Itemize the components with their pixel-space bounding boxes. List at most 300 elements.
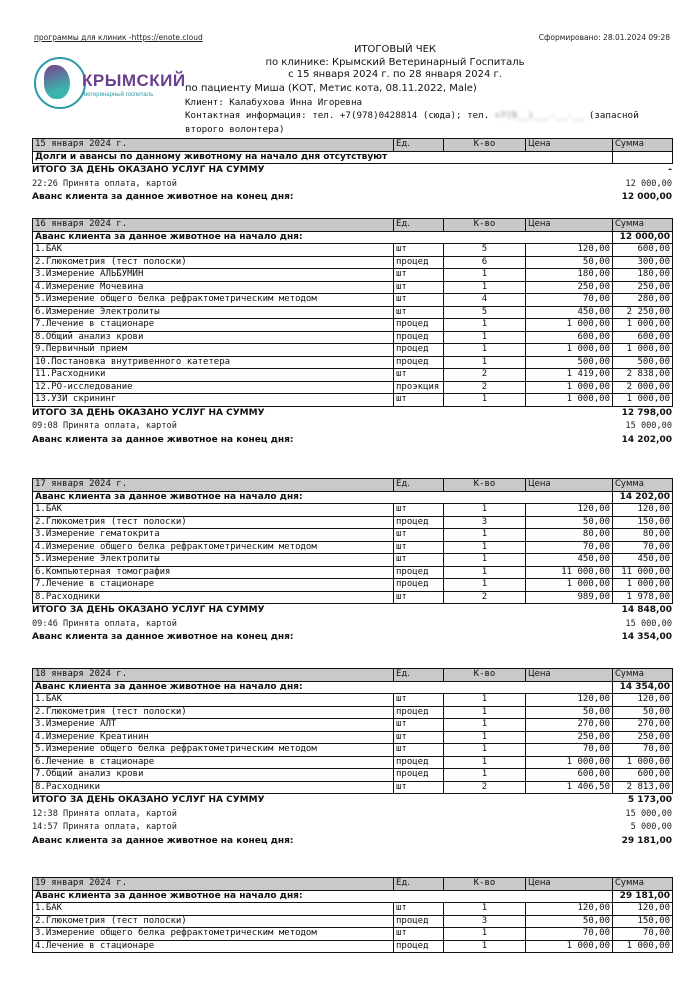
service-row (33, 294, 673, 307)
service-price: 270,00 (526, 719, 613, 732)
service-name: 5.Измерение Электролиты (33, 554, 394, 567)
service-name: 4.Измерение Мочевина (33, 281, 394, 294)
payment-text: 09:46 Принята оплата, картой (32, 618, 177, 629)
service-sum: 250,00 (613, 731, 673, 744)
service-qty: 6 (444, 256, 526, 269)
service-price: 120,00 (526, 244, 613, 257)
payment-text: 14:57 Принята оплата, картой (32, 822, 177, 833)
service-unit: процед (394, 566, 444, 579)
service-name: 3.Измерение общего белка рефрактометрическим методом (33, 928, 394, 941)
service-unit: процед (394, 769, 444, 782)
col-price: Цена (526, 219, 613, 232)
contact-suffix: (запасной второго волонтера) (185, 110, 639, 135)
payment-amount: 12 000,00 (625, 178, 672, 189)
service-qty: 1 (444, 769, 526, 782)
service-sum: 250,00 (613, 281, 673, 294)
payment-line (32, 821, 672, 835)
service-unit: шт (394, 281, 444, 294)
advance-end-label: Аванс клиента за данное животное на конец дня: (32, 192, 294, 203)
service-name: 6.Лечение в стационаре (33, 756, 394, 769)
service-name: 3.Измерение АЛЬБУМИН (33, 269, 394, 282)
service-unit: шт (394, 719, 444, 732)
service-unit: процед (394, 256, 444, 269)
day-section (32, 218, 672, 447)
service-row (33, 394, 673, 407)
service-qty: 5 (444, 306, 526, 319)
service-sum: 1 000,00 (613, 579, 673, 592)
receipt-title: ИТОГОВЫЙ ЧЕК (353, 44, 437, 55)
service-row (33, 903, 673, 916)
service-row (33, 541, 673, 554)
service-unit: шт (394, 529, 444, 542)
service-price: 120,00 (526, 694, 613, 707)
service-row (33, 915, 673, 928)
advance-end-value: 14 354,00 (621, 632, 672, 643)
day-header-row (33, 139, 673, 152)
advance-end-label: Аванс клиента за данное животное на конец дня: (32, 632, 294, 643)
service-name: 1.БАК (33, 694, 394, 707)
service-sum: 1 000,00 (613, 940, 673, 953)
service-name: 2.Глюкометрия (тест полоски) (33, 706, 394, 719)
service-sum: 300,00 (613, 256, 673, 269)
service-row (33, 719, 673, 732)
service-sum: 50,00 (613, 706, 673, 719)
service-qty: 5 (444, 244, 526, 257)
service-sum: 80,00 (613, 529, 673, 542)
service-sum: 500,00 (613, 356, 673, 369)
service-qty: 1 (444, 331, 526, 344)
service-name: 1.БАК (33, 903, 394, 916)
col-qty: К-во (444, 139, 526, 152)
advance-end-value: 29 181,00 (621, 835, 672, 846)
service-row (33, 344, 673, 357)
col-price: Цена (526, 139, 613, 152)
service-name: 4.Измерение Креатинин (33, 731, 394, 744)
day-section (32, 668, 672, 848)
payment-text: 22:26 Принята оплата, картой (32, 178, 177, 189)
service-name: 5.Измерение общего белка рефрактометрическим методом (33, 294, 394, 307)
service-sum: 280,00 (613, 294, 673, 307)
day-table (32, 668, 673, 794)
service-name: 1.БАК (33, 504, 394, 517)
col-sum: Сумма (613, 878, 673, 891)
service-unit: шт (394, 591, 444, 604)
service-name: 11.Расходники (33, 369, 394, 382)
service-qty: 1 (444, 394, 526, 407)
col-sum: Сумма (613, 219, 673, 232)
clinic-line: по клинике: Крымский Ветеринарный Госпиталь (265, 56, 525, 68)
service-row (33, 579, 673, 592)
service-row (33, 566, 673, 579)
payment-amount: 5 000,00 (630, 822, 672, 833)
service-sum: 270,00 (613, 719, 673, 732)
service-unit: процед (394, 516, 444, 529)
service-row (33, 516, 673, 529)
service-qty: 1 (444, 356, 526, 369)
day-table (32, 138, 673, 164)
service-name: 7.Лечение в стационаре (33, 579, 394, 592)
service-sum: 600,00 (613, 769, 673, 782)
col-sum: Сумма (613, 669, 673, 682)
service-sum: 2 813,00 (613, 781, 673, 794)
day-header-row (33, 878, 673, 891)
service-price: 70,00 (526, 744, 613, 757)
service-sum: 1 000,00 (613, 344, 673, 357)
service-name: 12.РО-исследование (33, 381, 394, 394)
service-qty: 3 (444, 516, 526, 529)
service-unit: шт (394, 504, 444, 517)
service-qty: 2 (444, 781, 526, 794)
service-price: 180,00 (526, 269, 613, 282)
period-line: с 15 января 2024 г. по 28 января 2024 г. (288, 69, 502, 80)
service-price: 1 000,00 (526, 319, 613, 332)
service-name: 7.Общий анализ крови (33, 769, 394, 782)
service-price: 500,00 (526, 356, 613, 369)
advance-end-line (32, 631, 672, 645)
service-unit: процед (394, 579, 444, 592)
col-qty: К-во (444, 219, 526, 232)
advance-end-value: 12 000,00 (621, 192, 672, 203)
service-unit: процед (394, 356, 444, 369)
service-qty: 1 (444, 269, 526, 282)
col-unit: Ед. (394, 669, 444, 682)
service-price: 600,00 (526, 769, 613, 782)
service-qty: 1 (444, 529, 526, 542)
program-link[interactable]: программы для клиник -https://enote.cloud (34, 33, 203, 42)
service-unit: процед (394, 756, 444, 769)
receipt-header (210, 44, 580, 82)
day-total-value: 5 173,00 (627, 795, 672, 805)
service-row (33, 591, 673, 604)
service-qty: 1 (444, 744, 526, 757)
service-unit: шт (394, 541, 444, 554)
service-qty: 1 (444, 731, 526, 744)
day-total-line (32, 407, 672, 421)
generated-timestamp: Сформировано: 28.01.2024 09:28 (538, 33, 670, 42)
service-sum: 1 978,00 (613, 591, 673, 604)
service-name: 7.Лечение в стационаре (33, 319, 394, 332)
logo-subtitle: ветеринарный госпиталь (84, 92, 154, 98)
advance-start-row (33, 231, 673, 244)
service-row (33, 244, 673, 257)
payment-amount: 15 000,00 (625, 421, 672, 432)
day-total-label: ИТОГО ЗА ДЕНЬ ОКАЗАНО УСЛУГ НА СУММУ (32, 407, 265, 418)
day-date: 18 января 2024 г. (33, 669, 394, 682)
service-row (33, 529, 673, 542)
service-row (33, 706, 673, 719)
payment-line (32, 618, 672, 632)
day-table (32, 877, 673, 953)
advance-end-label: Аванс клиента за данное животное на конец дня: (32, 434, 294, 445)
service-row (33, 554, 673, 567)
col-qty: К-во (444, 479, 526, 492)
service-unit: шт (394, 269, 444, 282)
service-qty: 1 (444, 344, 526, 357)
payment-amount: 15 000,00 (625, 618, 672, 629)
service-row (33, 731, 673, 744)
advance-end-line (32, 835, 672, 849)
service-row (33, 256, 673, 269)
service-price: 50,00 (526, 516, 613, 529)
payment-text: 12:38 Принята оплата, картой (32, 808, 177, 819)
service-row (33, 319, 673, 332)
contact-line (185, 109, 675, 136)
service-qty: 4 (444, 294, 526, 307)
advance-start-row (33, 890, 673, 903)
service-name: 1.БАК (33, 244, 394, 257)
service-row (33, 694, 673, 707)
service-name: 2.Глюкометрия (тест полоски) (33, 256, 394, 269)
col-price: Цена (526, 878, 613, 891)
service-price: 50,00 (526, 256, 613, 269)
service-row (33, 744, 673, 757)
service-qty: 1 (444, 554, 526, 567)
service-unit: шт (394, 369, 444, 382)
service-sum: 120,00 (613, 694, 673, 707)
service-qty: 1 (444, 504, 526, 517)
service-qty: 3 (444, 915, 526, 928)
service-unit: процед (394, 319, 444, 332)
service-name: 4.Измерение общего белка рефрактометрическим методом (33, 541, 394, 554)
service-price: 1 406,50 (526, 781, 613, 794)
service-sum: 2 000,00 (613, 381, 673, 394)
service-price: 1 000,00 (526, 579, 613, 592)
day-section (32, 138, 672, 205)
payment-line (32, 808, 672, 822)
client-line: Клиент: Калабухова Инна Игоревна (185, 96, 363, 108)
service-price: 989,00 (526, 591, 613, 604)
advance-end-line (32, 434, 672, 448)
service-qty: 1 (444, 281, 526, 294)
col-unit: Ед. (394, 479, 444, 492)
service-unit: шт (394, 781, 444, 794)
advance-end-value: 14 202,00 (621, 434, 672, 445)
service-row (33, 381, 673, 394)
service-row (33, 281, 673, 294)
day-header-row (33, 219, 673, 232)
service-qty: 1 (444, 541, 526, 554)
col-unit: Ед. (394, 139, 444, 152)
service-unit: шт (394, 306, 444, 319)
service-price: 1 000,00 (526, 394, 613, 407)
service-unit: шт (394, 694, 444, 707)
service-qty: 2 (444, 591, 526, 604)
service-unit: шт (394, 903, 444, 916)
service-row (33, 331, 673, 344)
advance-start-value: 14 354,00 (613, 681, 673, 694)
advance-start-row (33, 491, 673, 504)
advance-start-label: Аванс клиента за данное животное на начало дня: (33, 231, 613, 244)
day-total-line (32, 164, 672, 178)
service-price: 1 000,00 (526, 381, 613, 394)
patient-info (185, 82, 675, 136)
service-name: 4.Лечение в стационаре (33, 940, 394, 953)
day-total-label: ИТОГО ЗА ДЕНЬ ОКАЗАНО УСЛУГ НА СУММУ (32, 605, 265, 615)
day-total-value: 14 848,00 (621, 605, 672, 615)
col-price: Цена (526, 479, 613, 492)
payment-line (32, 420, 672, 434)
service-row (33, 928, 673, 941)
no-debts-value (613, 151, 673, 164)
service-qty: 1 (444, 719, 526, 732)
service-name: 9.Первичный прием (33, 344, 394, 357)
service-sum: 70,00 (613, 744, 673, 757)
service-row (33, 369, 673, 382)
service-qty: 1 (444, 579, 526, 592)
service-sum: 150,00 (613, 516, 673, 529)
service-price: 600,00 (526, 331, 613, 344)
service-qty: 1 (444, 756, 526, 769)
advance-end-label: Аванс клиента за данное животное на конец дня: (32, 835, 294, 846)
day-total-label: ИТОГО ЗА ДЕНЬ ОКАЗАНО УСЛУГ НА СУММУ (32, 795, 265, 805)
service-price: 50,00 (526, 915, 613, 928)
service-row (33, 269, 673, 282)
service-price: 70,00 (526, 928, 613, 941)
advance-end-line (32, 191, 672, 205)
payment-amount: 15 000,00 (625, 808, 672, 819)
day-section (32, 877, 672, 953)
service-unit: шт (394, 928, 444, 941)
service-name: 8.Расходники (33, 781, 394, 794)
service-sum: 120,00 (613, 504, 673, 517)
service-qty: 1 (444, 903, 526, 916)
service-unit: процед (394, 331, 444, 344)
service-unit: шт (394, 731, 444, 744)
service-sum: 120,00 (613, 903, 673, 916)
service-sum: 600,00 (613, 331, 673, 344)
service-name: 8.Расходники (33, 591, 394, 604)
col-sum: Сумма (613, 139, 673, 152)
service-qty: 2 (444, 369, 526, 382)
day-date: 16 января 2024 г. (33, 219, 394, 232)
service-unit: процед (394, 915, 444, 928)
service-price: 250,00 (526, 731, 613, 744)
service-price: 1 000,00 (526, 344, 613, 357)
service-unit: процед (394, 940, 444, 953)
day-total-line (32, 794, 672, 808)
service-unit: проэкция (394, 381, 444, 394)
service-row (33, 769, 673, 782)
no-debts-row (33, 151, 673, 164)
day-header-row (33, 669, 673, 682)
service-unit: шт (394, 244, 444, 257)
service-sum: 600,00 (613, 244, 673, 257)
service-name: 2.Глюкометрия (тест полоски) (33, 915, 394, 928)
service-unit: процед (394, 706, 444, 719)
service-name: 6.Измерение Электролиты (33, 306, 394, 319)
day-total-value: - (668, 165, 672, 175)
service-unit: шт (394, 554, 444, 567)
service-unit: шт (394, 744, 444, 757)
service-price: 1 000,00 (526, 756, 613, 769)
payment-text: 09:08 Принята оплата, картой (32, 421, 177, 432)
service-unit: шт (394, 394, 444, 407)
service-qty: 1 (444, 319, 526, 332)
service-price: 120,00 (526, 504, 613, 517)
service-row (33, 504, 673, 517)
advance-start-label: Аванс клиента за данное животное на начало дня: (33, 890, 613, 903)
contact-prefix: Контактная информация: тел. +7(978)0428814 (сюда); тел. (185, 110, 495, 122)
advance-start-value: 12 000,00 (613, 231, 673, 244)
service-name: 2.Глюкометрия (тест полоски) (33, 516, 394, 529)
service-sum: 150,00 (613, 915, 673, 928)
patient-line: по пациенту Миша (КОТ, Метис кота, 08.11.2022, Male) (185, 83, 477, 94)
contact-blurred-phone: +7(9__)___-__-__ (494, 110, 584, 122)
advance-start-row (33, 681, 673, 694)
day-table (32, 218, 673, 407)
service-price: 80,00 (526, 529, 613, 542)
service-row (33, 356, 673, 369)
service-price: 50,00 (526, 706, 613, 719)
service-unit: шт (394, 294, 444, 307)
service-name: 13.УЗИ скрининг (33, 394, 394, 407)
advance-start-value: 14 202,00 (613, 491, 673, 504)
service-name: 3.Измерение гематокрита (33, 529, 394, 542)
service-qty: 1 (444, 566, 526, 579)
service-qty: 2 (444, 381, 526, 394)
cat-dog-icon (44, 65, 70, 99)
service-qty: 1 (444, 706, 526, 719)
service-price: 11 000,00 (526, 566, 613, 579)
service-sum: 2 250,00 (613, 306, 673, 319)
payment-line (32, 178, 672, 192)
service-sum: 1 000,00 (613, 319, 673, 332)
advance-start-label: Аванс клиента за данное животное на начало дня: (33, 681, 613, 694)
day-date: 17 января 2024 г. (33, 479, 394, 492)
service-price: 70,00 (526, 541, 613, 554)
clinic-logo (34, 57, 184, 113)
day-header-row (33, 479, 673, 492)
service-sum: 11 000,00 (613, 566, 673, 579)
service-sum: 1 000,00 (613, 394, 673, 407)
service-name: 10.Постановка внутривенного катетера (33, 356, 394, 369)
col-qty: К-во (444, 669, 526, 682)
service-row (33, 756, 673, 769)
service-price: 1 000,00 (526, 940, 613, 953)
service-price: 70,00 (526, 294, 613, 307)
advance-start-value: 29 181,00 (613, 890, 673, 903)
service-unit: процед (394, 344, 444, 357)
col-sum: Сумма (613, 479, 673, 492)
day-total-line (32, 604, 672, 618)
day-section (32, 478, 672, 645)
service-price: 450,00 (526, 554, 613, 567)
logo-brand: КРЫМСКИЙ (82, 71, 186, 90)
no-debts-label: Долги и авансы по данному животному на начало дня отсутствуют (33, 151, 613, 164)
service-sum: 1 000,00 (613, 756, 673, 769)
service-sum: 180,00 (613, 269, 673, 282)
service-price: 250,00 (526, 281, 613, 294)
service-sum: 70,00 (613, 541, 673, 554)
service-sum: 450,00 (613, 554, 673, 567)
day-date: 19 января 2024 г. (33, 878, 394, 891)
service-sum: 70,00 (613, 928, 673, 941)
service-qty: 1 (444, 940, 526, 953)
service-price: 120,00 (526, 903, 613, 916)
col-unit: Ед. (394, 878, 444, 891)
day-table (32, 478, 673, 604)
col-qty: К-во (444, 878, 526, 891)
service-price: 450,00 (526, 306, 613, 319)
service-name: 5.Измерение общего белка рефрактометрическим методом (33, 744, 394, 757)
col-price: Цена (526, 669, 613, 682)
service-row (33, 940, 673, 953)
service-row (33, 781, 673, 794)
day-total-label: ИТОГО ЗА ДЕНЬ ОКАЗАНО УСЛУГ НА СУММУ (32, 165, 265, 175)
day-total-value: 12 798,00 (621, 407, 672, 418)
service-qty: 1 (444, 928, 526, 941)
service-name: 8.Общий анализ крови (33, 331, 394, 344)
